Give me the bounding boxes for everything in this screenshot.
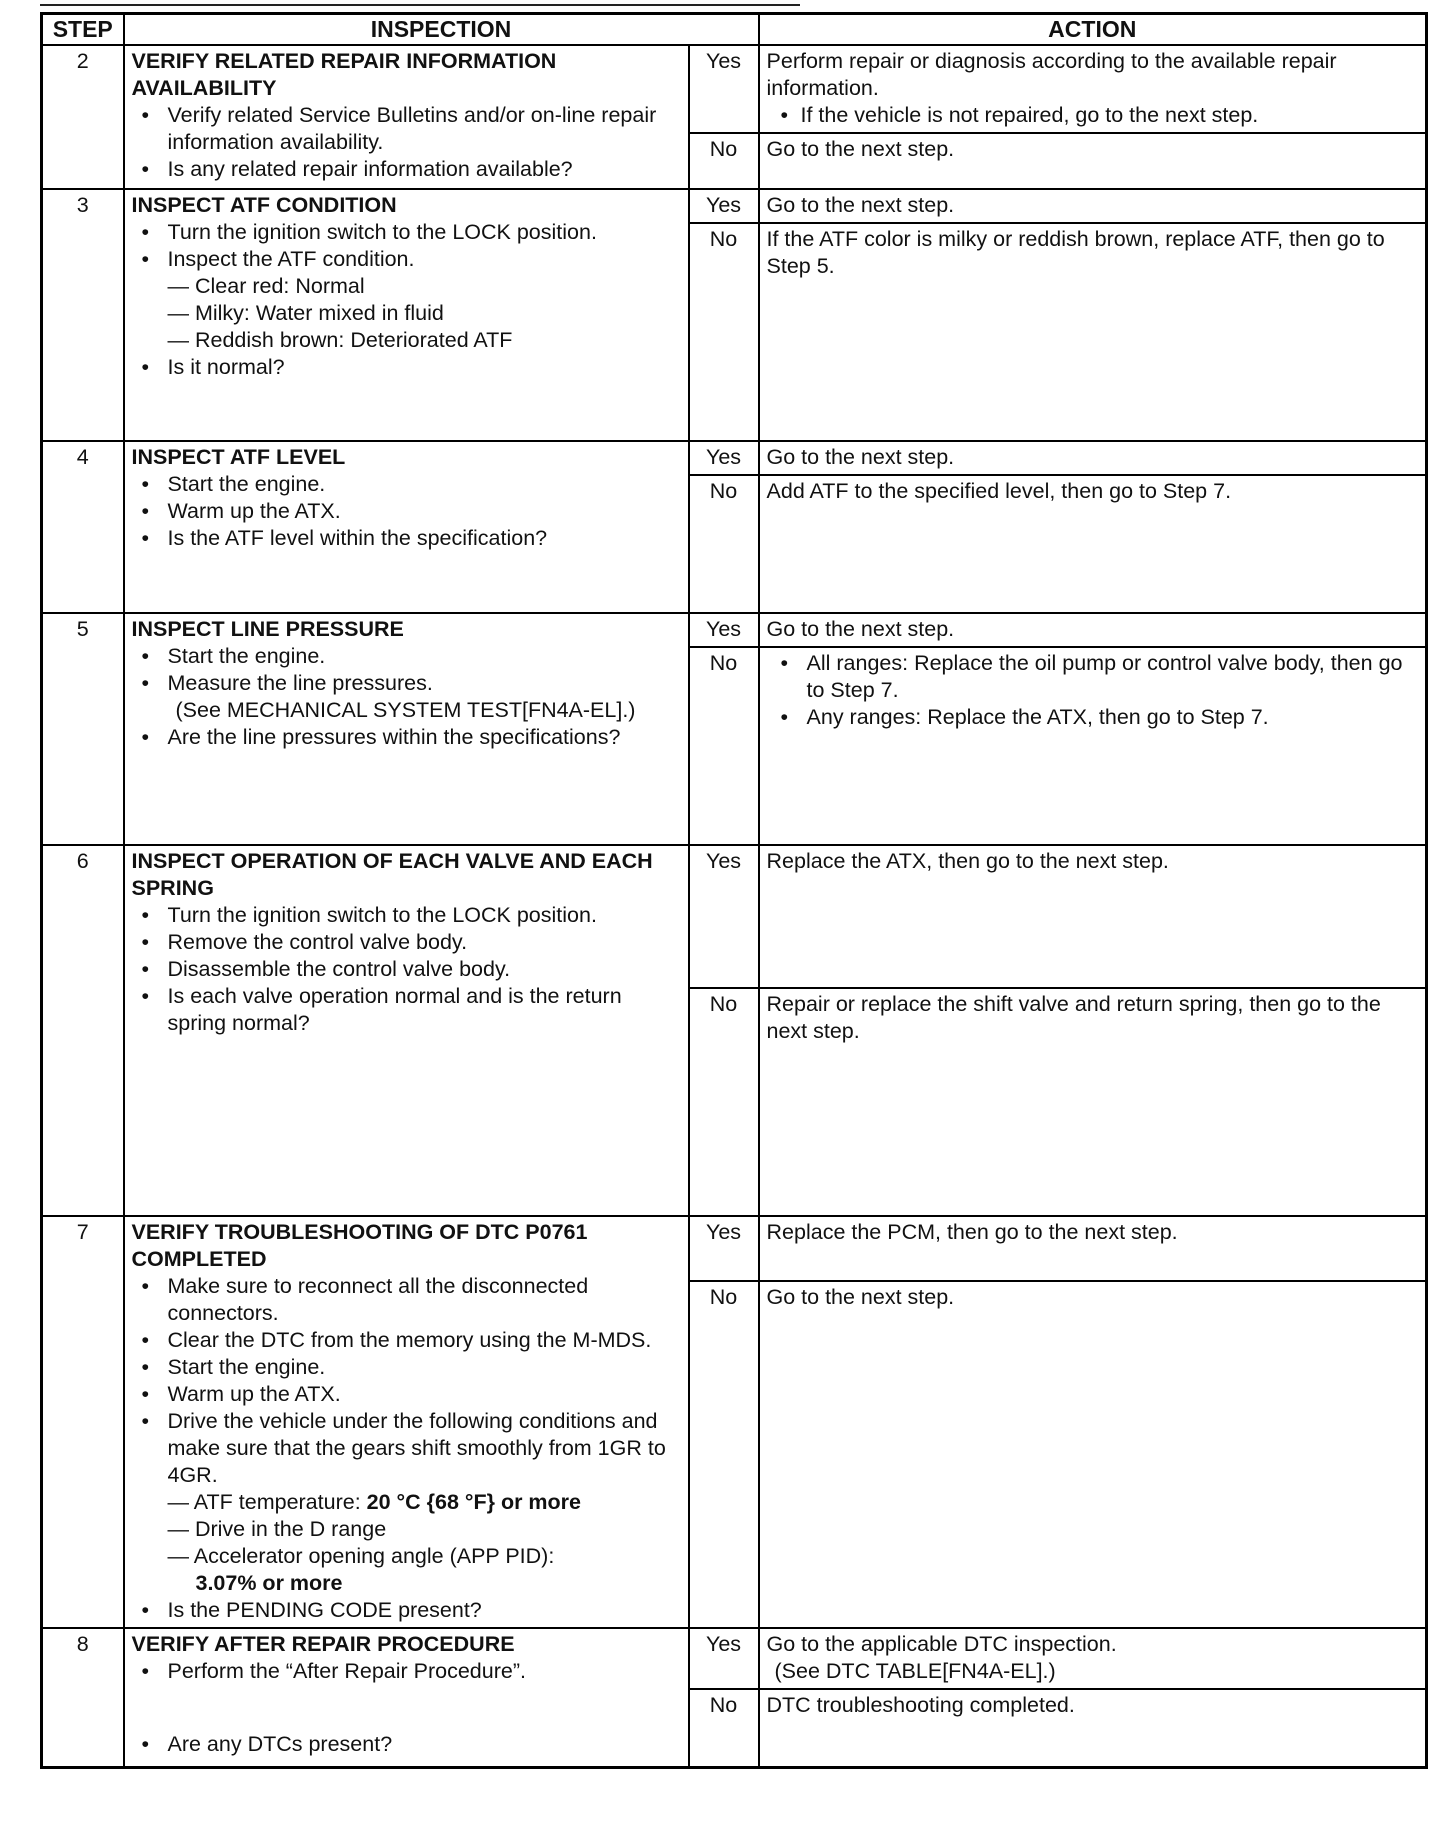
header-step: STEP: [42, 14, 124, 46]
inspection-item: • Is each valve operation normal and is the return spring normal?: [132, 983, 681, 1037]
action-text: Perform repair or diagnosis according to the available repair information.: [766, 49, 1337, 100]
no-label: No: [689, 1689, 759, 1767]
yes-label: Yes: [689, 613, 759, 647]
no-label: No: [689, 475, 759, 613]
table-row: [42, 1216, 1427, 1281]
step-number: 4: [42, 441, 124, 613]
condition-item: — Drive in the D range: [167, 1517, 387, 1541]
inspection-cell: [124, 845, 689, 1216]
yes-label: Yes: [689, 441, 759, 475]
header-inspection: INSPECTION: [124, 14, 759, 46]
step-title: VERIFY AFTER REPAIR PROCEDURE: [131, 1632, 515, 1656]
condition-label: — ATF temperature:: [167, 1490, 367, 1514]
no-action: Repair or replace the shift valve and return spring, then go to the next step.: [759, 988, 1427, 1216]
dtc-troubleshooting-page: [40, 12, 1425, 1769]
inspection-cell: [124, 1628, 689, 1767]
step-number: 3: [42, 189, 124, 441]
inspection-item: • Turn the ignition switch to the LOCK position.: [132, 902, 681, 929]
no-action: Go to the next step.: [759, 133, 1427, 189]
inspection-item: • Perform the “After Repair Procedure”.: [132, 1658, 681, 1685]
yes-action: [759, 1628, 1427, 1689]
yes-label: Yes: [689, 45, 759, 133]
inspection-item: • Remove the control valve body.: [132, 929, 681, 956]
inspection-item: • Disassemble the control valve body.: [132, 956, 681, 983]
inspection-item: [132, 246, 681, 354]
yes-label: Yes: [689, 189, 759, 223]
step-title: INSPECT ATF LEVEL: [131, 445, 346, 469]
condition-item: — Reddish brown: Deteriorated ATF: [167, 328, 513, 352]
table-row: [42, 1628, 1427, 1689]
condition-item: — Accelerator opening angle (APP PID):: [167, 1544, 555, 1568]
inspection-item-text: Drive the vehicle under the following conditions and make sure that the gears shift smoothly from 1GR to 4GR.: [167, 1409, 666, 1487]
inspection-cell: [124, 45, 689, 189]
table-row: [42, 441, 1427, 475]
inspection-item: • Is the ATF level within the specification?: [132, 525, 681, 552]
inspection-cell: [124, 1216, 689, 1628]
inspection-item: • Are the line pressures within the specifications?: [132, 724, 681, 751]
yes-action: Replace the ATX, then go to the next step.: [759, 845, 1427, 988]
reference-note: (See DTC TABLE[FN4A-EL].): [774, 1659, 1056, 1683]
no-action: If the ATF color is milky or reddish brown, replace ATF, then go to Step 5.: [759, 223, 1427, 441]
inspection-item: • Is any related repair information available?: [132, 156, 681, 183]
inspection-item: • Warm up the ATX.: [132, 1381, 681, 1408]
inspection-cell: [124, 189, 689, 441]
inspection-item: • Is the PENDING CODE present?: [132, 1597, 681, 1624]
table-row: [42, 613, 1427, 647]
inspection-item: • Start the engine.: [132, 471, 681, 498]
reference-note: (See MECHANICAL SYSTEM TEST[FN4A-EL].): [175, 698, 636, 722]
no-label: No: [689, 647, 759, 845]
inspection-item: • Turn the ignition switch to the LOCK position.: [132, 219, 681, 246]
inspection-item: • Warm up the ATX.: [132, 498, 681, 525]
no-action: [759, 647, 1427, 845]
condition-item: — Milky: Water mixed in fluid: [167, 301, 444, 325]
condition-value-text: 3.07% or more: [195, 1571, 343, 1595]
yes-label: Yes: [689, 1628, 759, 1689]
no-label: No: [689, 223, 759, 441]
no-action: Add ATF to the specified level, then go to Step 7.: [759, 475, 1427, 613]
condition-item: — Clear red: Normal: [167, 274, 365, 298]
step-number: 2: [42, 45, 124, 189]
table-header-row: [42, 14, 1427, 46]
yes-label: Yes: [689, 1216, 759, 1281]
inspection-item: • Are any DTCs present?: [132, 1731, 681, 1758]
yes-action: Go to the next step.: [759, 613, 1427, 647]
action-bullet: • If the vehicle is not repaired, go to the next step.: [767, 102, 1419, 129]
step-number: 7: [42, 1216, 124, 1628]
inspection-item: • Start the engine.: [132, 1354, 681, 1381]
action-bullet: • Any ranges: Replace the ATX, then go to Step 7.: [767, 704, 1419, 731]
step-number: 8: [42, 1628, 124, 1767]
inspection-item: • Clear the DTC from the memory using the M-MDS.: [132, 1327, 681, 1354]
inspection-item-text: Inspect the ATF condition.: [167, 247, 415, 271]
step-title: INSPECT OPERATION OF EACH VALVE AND EACH SPRING: [131, 849, 653, 900]
no-action: Go to the next step.: [759, 1281, 1427, 1628]
condition-item: [168, 1489, 681, 1516]
action-bullet: • All ranges: Replace the oil pump or control valve body, then go to Step 7.: [767, 650, 1419, 704]
inspection-item: [132, 1408, 681, 1597]
step-number: 6: [42, 845, 124, 1216]
yes-action: Replace the PCM, then go to the next step.: [759, 1216, 1427, 1281]
step-title: VERIFY RELATED REPAIR INFORMATION AVAILABILITY: [131, 49, 557, 100]
inspection-item: [132, 670, 681, 724]
no-label: No: [689, 133, 759, 189]
inspection-item-text: Measure the line pressures.: [167, 671, 433, 695]
step-title: INSPECT LINE PRESSURE: [131, 617, 404, 641]
condition-value: [168, 1570, 681, 1597]
yes-action: [759, 45, 1427, 133]
inspection-table: [40, 12, 1428, 1769]
header-action: ACTION: [759, 14, 1427, 46]
yes-action: Go to the next step.: [759, 441, 1427, 475]
action-text: Go to the applicable DTC inspection.: [766, 1632, 1117, 1656]
condition-value: 20 °C {68 °F} or more: [366, 1490, 582, 1514]
step-title: VERIFY TROUBLESHOOTING OF DTC P0761 COMPLETED: [131, 1220, 588, 1271]
table-row: [42, 45, 1427, 133]
step-number: 5: [42, 613, 124, 845]
inspection-item: • Make sure to reconnect all the disconnected connectors.: [132, 1273, 681, 1327]
step-title: INSPECT ATF CONDITION: [131, 193, 397, 217]
yes-label: Yes: [689, 845, 759, 988]
top-rule: [40, 4, 800, 6]
inspection-item: • Start the engine.: [132, 643, 681, 670]
inspection-item: • Verify related Service Bulletins and/or on-line repair information availability.: [132, 102, 681, 156]
table-row: [42, 189, 1427, 223]
inspection-item: • Is it normal?: [132, 354, 681, 381]
no-action: DTC troubleshooting completed.: [759, 1689, 1427, 1767]
no-label: No: [689, 1281, 759, 1628]
yes-action: Go to the next step.: [759, 189, 1427, 223]
inspection-cell: [124, 613, 689, 845]
no-label: No: [689, 988, 759, 1216]
inspection-cell: [124, 441, 689, 613]
table-row: [42, 845, 1427, 988]
